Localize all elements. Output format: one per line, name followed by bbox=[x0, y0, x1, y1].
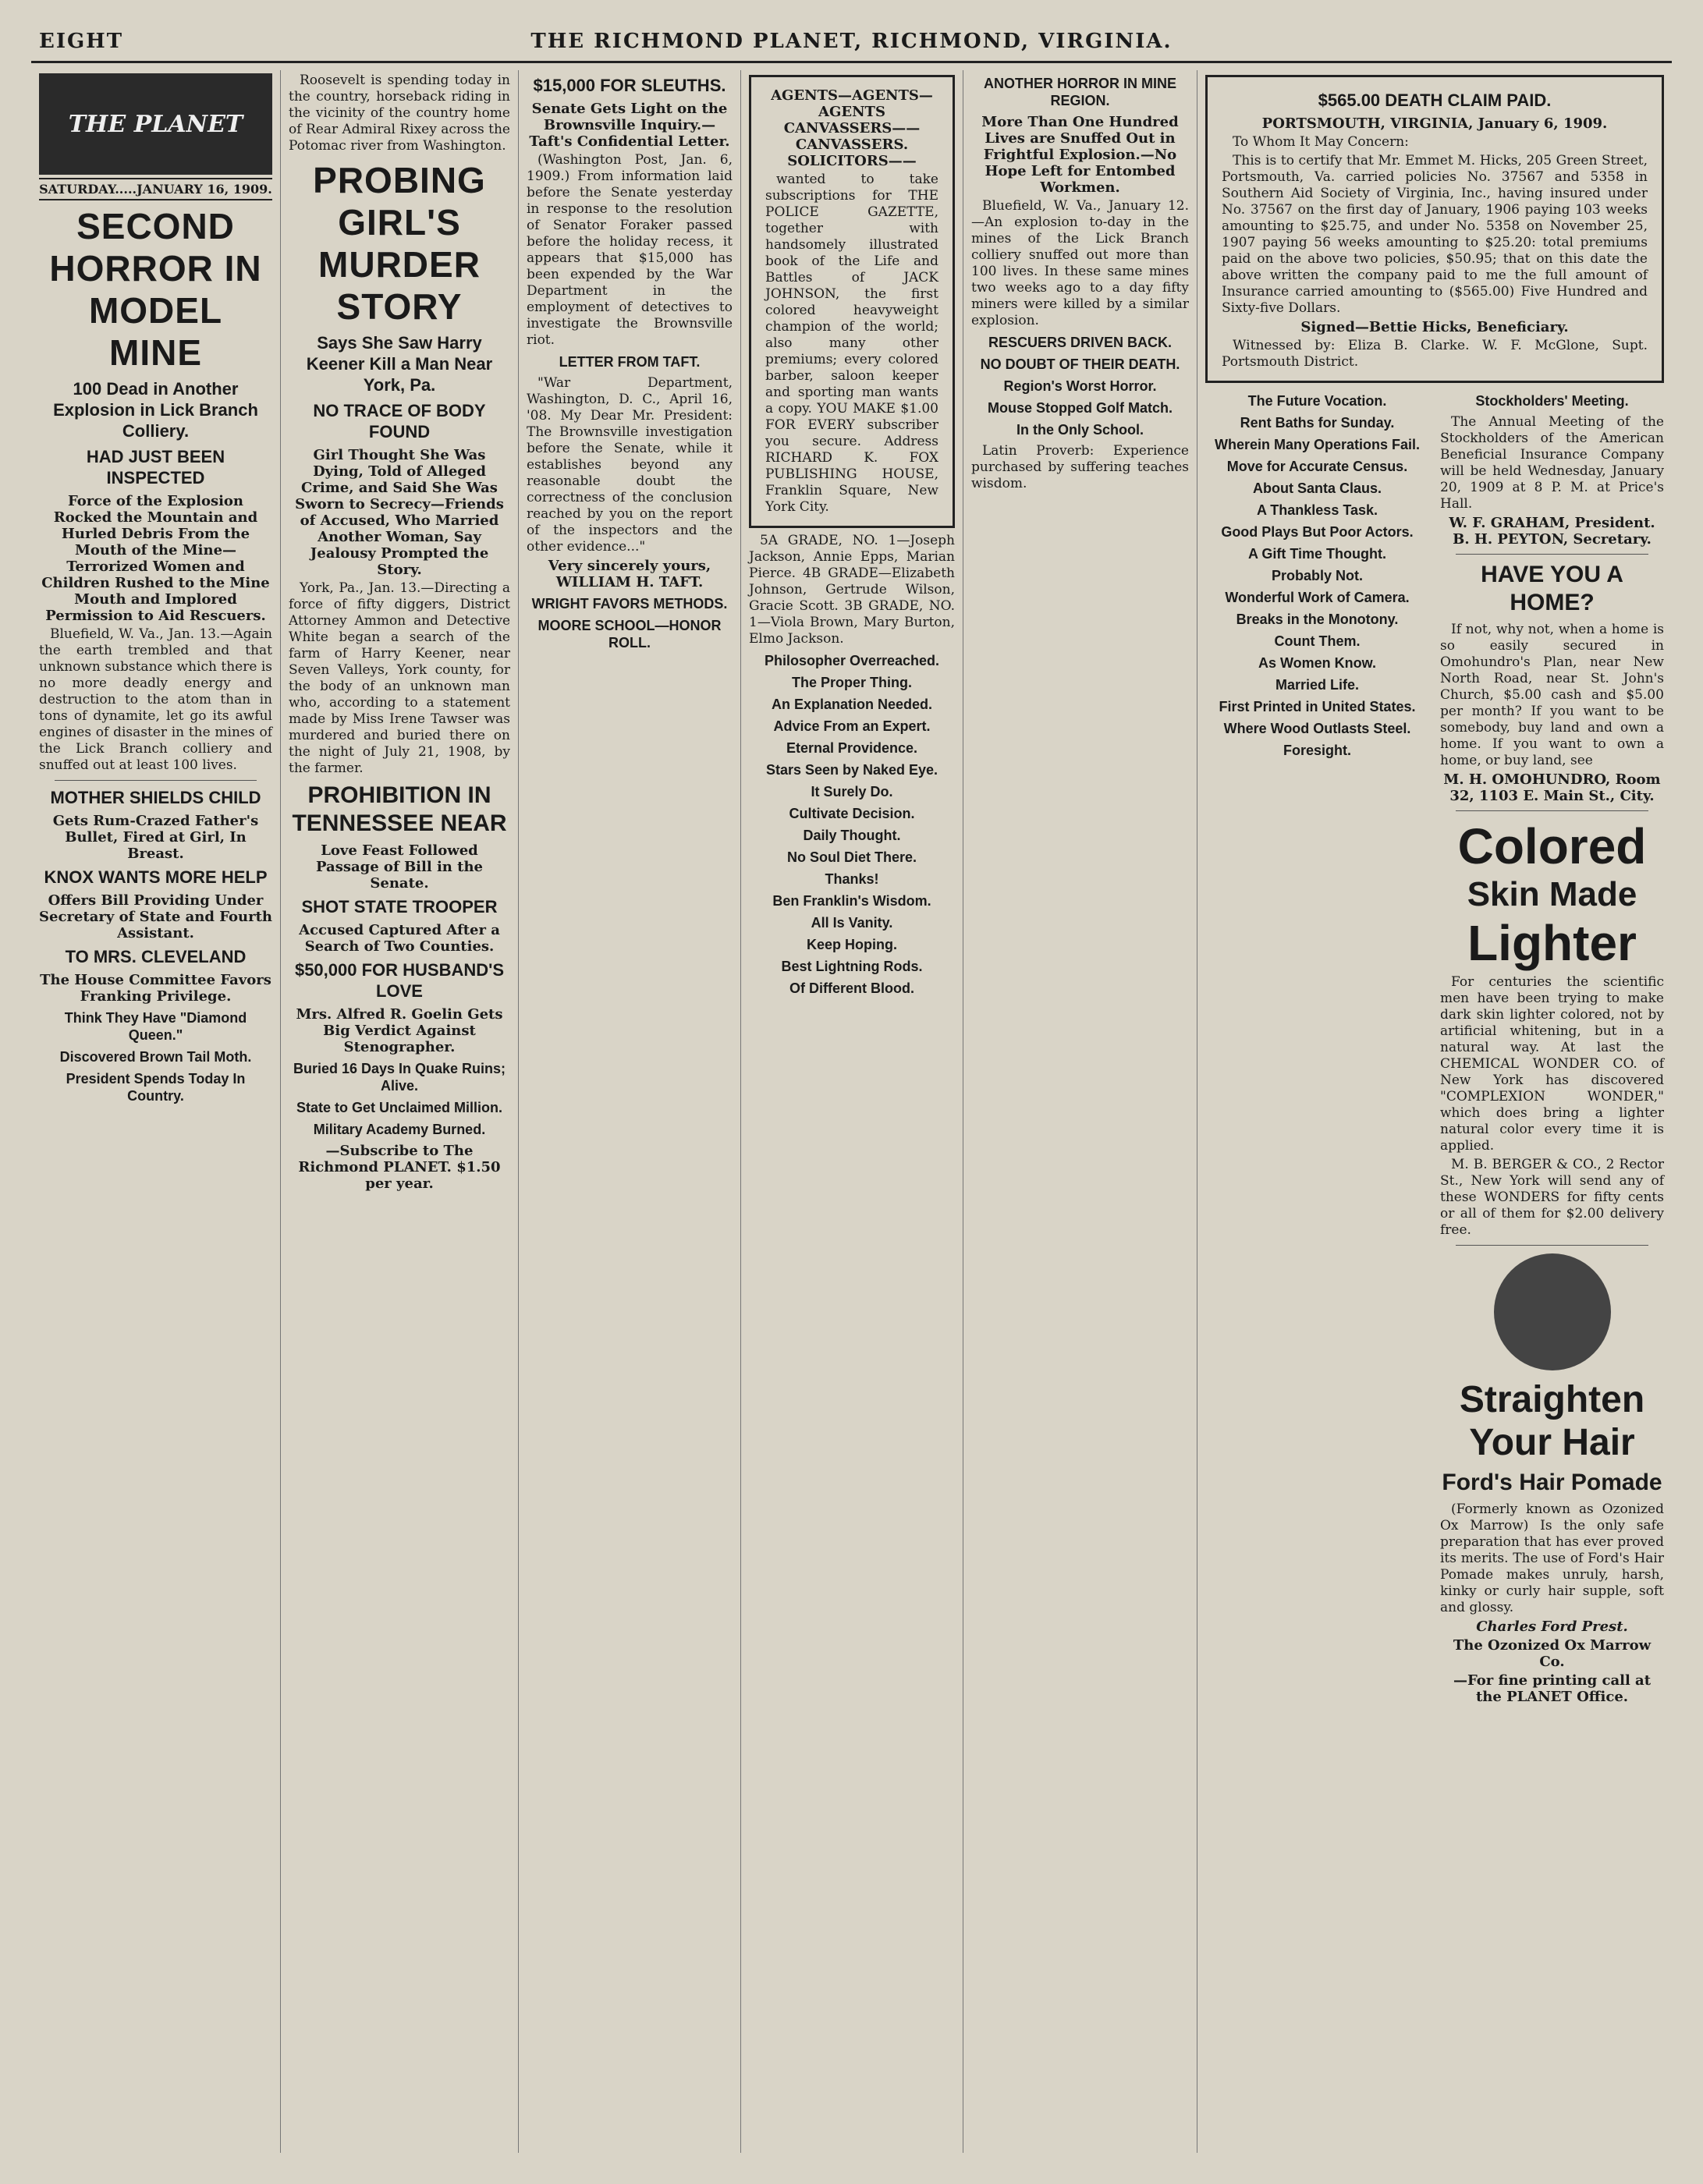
colored-line-1: Colored bbox=[1457, 818, 1647, 874]
headline-plays: Good Plays But Poor Actors. bbox=[1221, 524, 1414, 540]
taft-signature: Very sincerely yours, WILLIAM H. TAFT. bbox=[548, 558, 711, 590]
headline-cultivate: Cultivate Decision. bbox=[789, 806, 915, 821]
claim-witness: Witnessed by: Eliza B. Clarke. W. F. McGlone, Supt. Portsmouth District. bbox=[1222, 338, 1648, 370]
deck-girl: Girl Thought She Was Dying, Told of Alleged Crime, and Said She Was Sworn to Secrecy—Friends of Accused, Who Married Another Woman, Say Jealousy Prompted the Story. bbox=[295, 447, 504, 578]
headline-steel: Where Wood Outlasts Steel. bbox=[1223, 721, 1411, 736]
headline-eternal: Eternal Providence. bbox=[786, 740, 918, 756]
berger-ad: M. B. BERGER & CO., 2 Rector St., New York will send any of these WONDERS for fifty cents or all of them for $2.00 delivery free. bbox=[1440, 1157, 1664, 1238]
headline-nosoul: No Soul Diet There. bbox=[786, 849, 917, 865]
headline-worst: Region's Worst Horror. bbox=[1003, 378, 1157, 394]
claim-body: This is to certify that Mr. Emmet M. Hicks, 205 Green Street, Portsmouth, Va. carried policies No. 37567 and 5358 in Southern Aid Society of Virginia, Inc., having insured under No. 37567 on the first day of January, 1906 paying 103 weeks amounting to $25.75, and under No. 5358 on November 25, 1907 paying 56 weeks amounting to $25.20: total premiums paid on the above two policies, $50.95; that on this date the above written the company paid to me the full amount of Insurance carried amounting to ($565.00) Five Hundred and Sixty-five Dollars. bbox=[1222, 153, 1648, 316]
headline-diamond: Think They Have "Diamond Queen." bbox=[64, 1010, 247, 1043]
headline-mother: MOTHER SHIELDS CHILD bbox=[50, 788, 261, 807]
headline-franklin: Ben Franklin's Wisdom. bbox=[772, 893, 931, 909]
headline-letter: LETTER FROM TAFT. bbox=[559, 354, 701, 370]
home-sign: M. H. OMOHUNDRO, Room 32, 1103 E. Main St., City. bbox=[1443, 771, 1661, 804]
headline-stars: Stars Seen by Naked Eye. bbox=[765, 762, 938, 778]
claim-signed: Signed—Bettie Hicks, Beneficiary. bbox=[1300, 319, 1569, 335]
printing-notice: —For fine printing call at the PLANET Office. bbox=[1453, 1672, 1652, 1705]
subhead-keener: Says She Saw Harry Keener Kill a Man Near York, Pa. bbox=[306, 333, 493, 395]
article-body: Bluefield, W. Va., January 12.—An explosion to-day in the mines of the Lick Branch colliery snuffed out more than 100 lives. In these same mines two weeks ago to a day fifty miners were killed by a similar explosion. bbox=[971, 198, 1189, 328]
subhead-no-trace: NO TRACE OF BODY FOUND bbox=[313, 401, 486, 441]
headline-proper: The Proper Thing. bbox=[791, 675, 912, 690]
headline-trooper: SHOT STATE TROOPER bbox=[301, 897, 498, 916]
headline-second-horror: SECOND HORROR IN MODEL MINE bbox=[49, 206, 262, 373]
deck-husband: Mrs. Alfred R. Goelin Gets Big Verdict Against Stenographer. bbox=[296, 1006, 503, 1055]
deck-another-horror: More Than One Hundred Lives are Snuffed Out in Frightful Explosion.—No Hope Left for Entombed Workmen. bbox=[981, 114, 1179, 196]
headline-moth: Discovered Brown Tail Moth. bbox=[59, 1049, 252, 1065]
deck-knox: Offers Bill Providing Under Secretary of State and Fourth Assistant. bbox=[39, 892, 272, 941]
headline-husband: $50,000 FOR HUSBAND'S LOVE bbox=[294, 960, 505, 1001]
headline-thanks: Thanks! bbox=[825, 871, 879, 887]
colored-body: For centuries the scientific men have been trying to make dark skin lighter colored, not by artificial whitening, but in a natural way. At last the CHEMICAL WONDER CO. of New York has discovered "COMPLEXION WONDER," which does bring a lighter natural color every time it is applied. bbox=[1440, 974, 1664, 1154]
column-3 bbox=[519, 70, 741, 2153]
claim-to: To Whom It May Concern: bbox=[1233, 134, 1409, 150]
agents-ad bbox=[749, 75, 955, 528]
headline-another-horror: ANOTHER HORROR IN MINE REGION. bbox=[984, 76, 1176, 108]
stock-title: Stockholders' Meeting. bbox=[1475, 393, 1629, 409]
headline-sleuths: $15,000 FOR SLEUTHS. bbox=[533, 76, 726, 95]
headline-academy: Military Academy Burned. bbox=[313, 1122, 486, 1137]
headline-president: President Spends Today In Country. bbox=[66, 1071, 246, 1104]
agents-ad-body: wanted to take subscriptions for THE POLICE GAZETTE, together with handsomely illustrated book of the Life and Battles of JACK JOHNSON, the first colored heavyweight champion of the world; also many other premiums; every colored barber, saloon keeper and sporting man wants a copy. YOU MAKE $1.00 FOR EVERY subscriber you secure. Address RICHARD K. FOX PUBLISHING HOUSE, Franklin Square, New York City. bbox=[765, 172, 938, 515]
agents-ad-head: AGENTS—AGENTS—AGENTS CANVASSERS——CANVASSERS. SOLICITORS—— bbox=[771, 87, 933, 169]
headline-census: Move for Accurate Census. bbox=[1226, 459, 1408, 474]
straighten-line-2: Your Hair bbox=[1469, 1422, 1635, 1463]
fords-company: The Ozonized Ox Marrow Co. bbox=[1453, 1637, 1652, 1670]
headline-murder-story: PROBING GIRL'S MURDER STORY bbox=[313, 160, 486, 327]
subhead-100-dead: 100 Dead in Another Explosion in Lick Branch Colliery. bbox=[53, 379, 258, 441]
headline-philosopher: Philosopher Overreached. bbox=[764, 653, 940, 668]
colored-line-3: Lighter bbox=[1467, 915, 1637, 971]
deck-mother: Gets Rum-Crazed Father's Bullet, Fired at Girl, In Breast. bbox=[52, 813, 259, 862]
headline-first: First Printed in United States. bbox=[1219, 699, 1416, 714]
headline-santa: About Santa Claus. bbox=[1252, 480, 1382, 496]
headline-surely: It Surely Do. bbox=[811, 784, 893, 800]
headline-no-doubt: NO DOUBT OF THEIR DEATH. bbox=[980, 356, 1180, 372]
headline-rescuers: RESCUERS DRIVEN BACK. bbox=[988, 335, 1173, 350]
deck-sleuths: Senate Gets Light on the Brownsville Inquiry.—Taft's Confidential Letter. bbox=[529, 101, 730, 150]
headline-vanity: All Is Vanity. bbox=[811, 915, 893, 931]
headline-hoping: Keep Hoping. bbox=[807, 937, 897, 952]
claim-place: PORTSMOUTH, VIRGINIA, January 6, 1909. bbox=[1261, 115, 1608, 132]
straighten-line-1: Straighten bbox=[1459, 1379, 1645, 1420]
honor-roll-list: 5A GRADE, NO. 1—Joseph Jackson, Annie Epps, Marian Pierce. 4B GRADE—Elizabeth Johnson, Gertrude Wilson, Gracie Scott. 3B GRADE, NO. 1—Viola Brown, Mary Burton, Elmo Jackson. bbox=[749, 533, 955, 647]
headline-unclaimed: State to Get Unclaimed Million. bbox=[296, 1100, 503, 1115]
headline-thankless: A Thankless Task. bbox=[1256, 502, 1378, 518]
headline-women: As Women Know. bbox=[1258, 655, 1376, 671]
headline-wright: WRIGHT FAVORS METHODS. bbox=[531, 596, 728, 612]
headline-knox: KNOX WANTS MORE HELP bbox=[44, 867, 268, 887]
headline-gift: A Gift Time Thought. bbox=[1248, 546, 1386, 562]
masthead bbox=[31, 30, 1672, 63]
headline-school: In the Only School. bbox=[1016, 422, 1144, 438]
deck-prohibition: Love Feast Followed Passage of Bill in the Senate. bbox=[315, 842, 483, 892]
school-proverb: Latin Proverb: Experience purchased by suffering teaches wisdom. bbox=[971, 443, 1189, 491]
column-5 bbox=[963, 70, 1197, 2153]
fords-body: (Formerly known as Ozonized Ox Marrow) Is the only safe preparation that has ever proved its merits. The use of Ford's Hair Pomade makes unruly, harsh, kinky or curly hair supple, soft and glossy. bbox=[1440, 1502, 1664, 1615]
headline-mouse: Mouse Stopped Golf Match. bbox=[988, 400, 1173, 416]
article-body: Bluefield, W. Va., Jan. 13.—Again the earth trembled and that unknown substance which there is no more deadly energy and destruction to the atom than in tons of dynamite, let go its awful engines of disaster in the mines of the Lick Branch colliery and snuffed out at least 100 lives. bbox=[39, 626, 272, 773]
column-1 bbox=[31, 70, 281, 2153]
column-6 bbox=[1197, 70, 1672, 2153]
deck-explosion: Force of the Explosion Rocked the Mountain and Hurled Debris From the Mouth of the Mine—Terrorized Women and Children Rushed to the Mine Mouth and Implored Permission to Aid Rescuers. bbox=[41, 493, 270, 624]
headline-prohibition: PROHIBITION IN TENNESSEE NEAR bbox=[292, 782, 507, 836]
headline-buried: Buried 16 Days In Quake Ruins; Alive. bbox=[293, 1061, 506, 1094]
headline-advice: Advice From an Expert. bbox=[773, 718, 931, 734]
article-body: (Washington Post, Jan. 6, 1909.) From information laid before the Senate yesterday in response to the resolution of Senator Foraker passed before the holiday recess, it appears that $15,000 has been expended by the War Department in the employment of detectives to investigate the Brownsville riot. bbox=[527, 152, 733, 348]
headline-foresight: Foresight. bbox=[1283, 743, 1351, 758]
headline-probably: Probably Not. bbox=[1271, 568, 1363, 583]
roosevelt-intro: Roosevelt is spending today in the country, horseback riding in the vicinity of the country home of Rear Admiral Rixey across the Potomac river from Washington. bbox=[289, 73, 510, 154]
fords-title: Ford's Hair Pomade bbox=[1442, 1470, 1662, 1495]
deck-trooper: Accused Captured After a Search of Two Counties. bbox=[299, 922, 500, 955]
headline-blood: Of Different Blood. bbox=[789, 980, 914, 996]
taft-letter: "War Department, Washington, D. C., April 16, '08. My Dear Mr. President: The Brownsville investigation before the Senate, while it establishes beyond any reasonable doubt the correctness of the conclusion reached by you on the report of the inspectors and the other evidence..." bbox=[527, 375, 733, 555]
headline-breaks: Breaks in the Monotony. bbox=[1236, 612, 1399, 627]
stock-body: The Annual Meeting of the Stockholders of the American Beneficial Insurance Company will be held Wednesday, January 20, 1909 at 8 P. M. at Price's Hall. bbox=[1440, 414, 1664, 512]
home-body: If not, why not, when a home is so easily secured in Omohundro's Plan, near New North Road, near St. John's Church, $5.00 cash and $5.00 per month? If you want to be somebody, buy land and own a home. If you want to own a home, or buy land, see bbox=[1440, 622, 1664, 768]
fords-signature: Charles Ford Prest. bbox=[1476, 1618, 1628, 1635]
headline-honor-roll: MOORE SCHOOL—HONOR ROLL. bbox=[538, 618, 722, 651]
headline-explanation: An Explanation Needed. bbox=[771, 697, 933, 712]
ads-column bbox=[1440, 388, 1664, 1707]
headline-wherein: Wherein Many Operations Fail. bbox=[1214, 437, 1421, 452]
page-number: EIGHT bbox=[39, 30, 124, 53]
home-title: HAVE YOU A HOME? bbox=[1481, 562, 1623, 615]
headline-daily: Daily Thought. bbox=[803, 828, 901, 843]
stock-sign: W. F. GRAHAM, President. B. H. PEYTON, Secretary. bbox=[1449, 515, 1655, 548]
colored-line-2: Skin Made bbox=[1467, 875, 1637, 913]
woman-portrait-image bbox=[1494, 1253, 1611, 1370]
headline-cleveland: TO MRS. CLEVELAND bbox=[65, 947, 247, 966]
subscribe-notice: —Subscribe to The Richmond PLANET. $1.50 per year. bbox=[298, 1143, 501, 1192]
deck-cleveland: The House Committee Favors Franking Privilege. bbox=[40, 972, 271, 1005]
subhead-inspected: HAD JUST BEEN INSPECTED bbox=[86, 447, 225, 488]
headline-future: The Future Vocation. bbox=[1247, 393, 1387, 409]
issue-date: SATURDAY.....JANUARY 16, 1909. bbox=[39, 178, 272, 200]
claim-title: $565.00 DEATH CLAIM PAID. bbox=[1318, 90, 1552, 110]
headline-count: Count Them. bbox=[1274, 633, 1361, 649]
headline-camera: Wonderful Work of Camera. bbox=[1225, 590, 1410, 605]
headline-lightning: Best Lightning Rods. bbox=[781, 959, 923, 974]
article-body: York, Pa., Jan. 13.—Directing a force of fifty diggers, District Attorney Ammon and Detective White began a search of the farm of Harry Keener, near Seven Valleys, York county, for the body of an unknown man who, according to a statement made by Miss Irene Tawser was murdered and buried there on the night of July 21, 1908, by the farmer. bbox=[289, 580, 510, 776]
masthead-title: THE RICHMOND PLANET, RICHMOND, VIRGINIA. bbox=[530, 30, 1173, 53]
column-2 bbox=[281, 70, 519, 2153]
headline-married: Married Life. bbox=[1275, 677, 1360, 693]
headline-rent: Rent Baths for Sunday. bbox=[1240, 415, 1395, 431]
planet-logo: THE PLANET bbox=[39, 73, 272, 175]
misc-column bbox=[1205, 388, 1429, 1707]
death-claim-notice bbox=[1205, 75, 1664, 383]
column-4 bbox=[741, 70, 963, 2153]
